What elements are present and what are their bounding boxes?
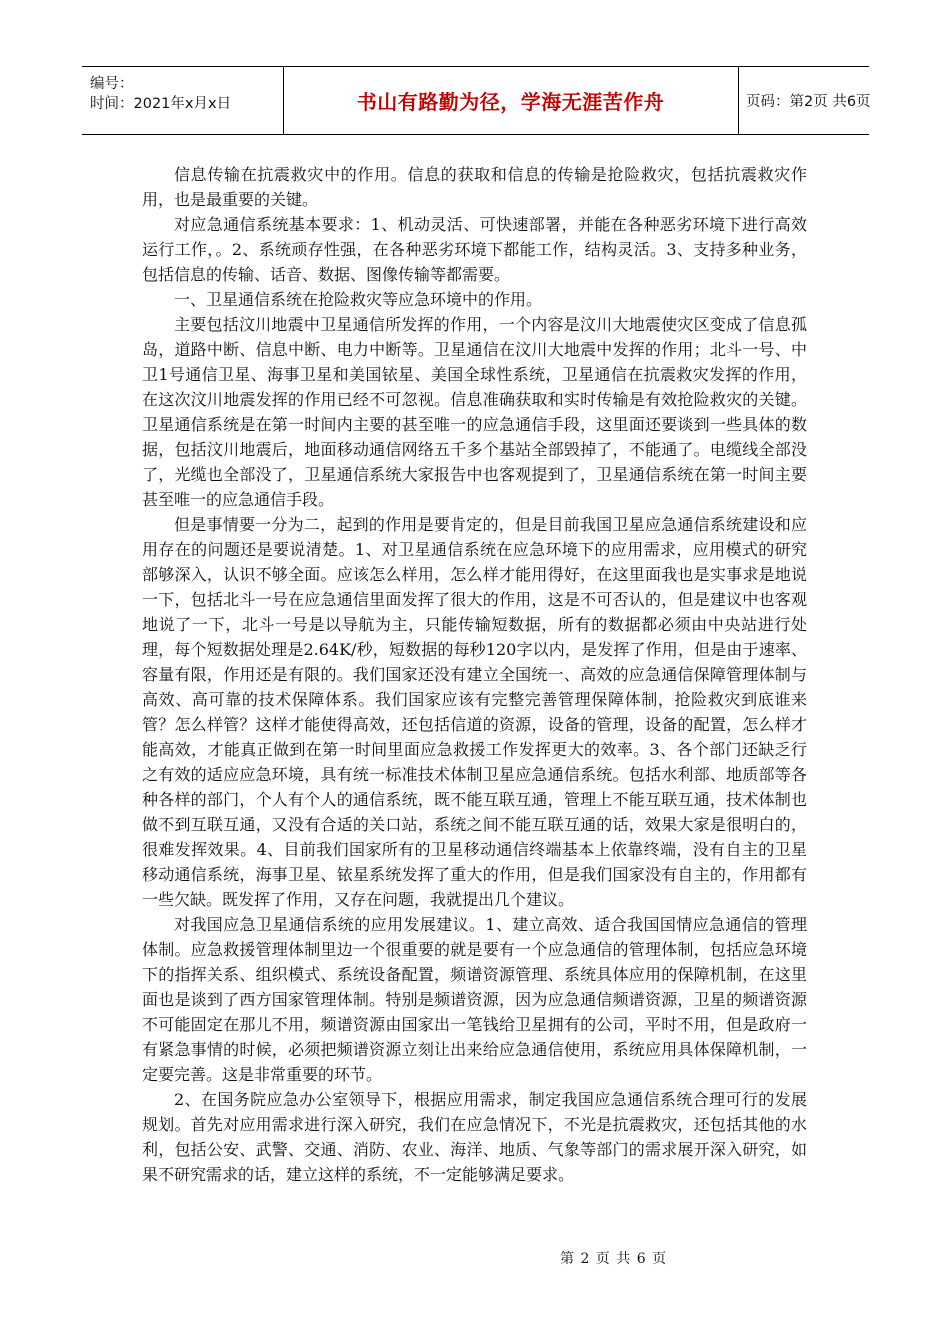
paragraph: 主要包括汶川地震中卫星通信所发挥的作用，一个内容是汶川大地震使灾区变成了信息孤岛，道路中断、信息中断、电力中断等。卫星通信在汶川大地震中发挥的作用；北斗一号、中卫1号通信卫星、海事卫星和美国铱星、美国全球性系统，卫星通信在抗震救灾发挥的作用，在这次汶川地震发挥的作用已经不可忽视。信息准确获取和实时传输是有效抢险救灾的关键。卫星通信系统是在第一时间内主要的甚至唯一的应急通信手段，这里面还要谈到一些具体的数据，包括汶川地震后，地面移动通信网络五千多个基站全部毁掉了，不能通了。电缆线全部没了，光缆也全部没了，卫星通信系统大家报告中也客观提到了，卫星通信系统在第一时间主要甚至唯一的应急通信手段。 xyxy=(142,315,807,509)
paragraph: 信息传输在抗震救灾中的作用。信息的获取和信息的传输是抢险救灾，包括抗震救灾作用，也是最重要的关键。 xyxy=(142,165,807,209)
paragraph: 对我国应急卫星通信系统的应用发展建议。1、建立高效、适合我国国情应急通信的管理体制。应急救援管理体制里边一个很重要的就是要有一个应急通信的管理体制，包括应急环境下的指挥关系、组织模式、系统设备配置，频谱资源管理、系统具体应用的保障机制，在这里面也是谈到了西方国家管理体制。特别是频谱资源，因为应急通信频谱资源，卫星的频谱资源不可能固定在那儿不用，频谱资源由国家出一笔钱给卫星拥有的公司，平时不用，但是政府一有紧急事情的时候，必须把频谱资源立刻让出来给应急通信使用，系统应用具体保障机制，一定要完善。这是非常重要的环节。 xyxy=(142,915,807,1084)
paragraph: 但是事情要一分为二，起到的作用是要肯定的，但是目前我国卫星应急通信系统建设和应用存在的问题还是要说清楚。1、对卫星通信系统在应急环境下的应用需求，应用模式的研究部够深入，认识不够全面。应该怎么样用，怎么样才能用得好，在这里面我也是实事求是地说一下，包括北斗一号在应急通信里面发挥了很大的作用，这是不可否认的，但是建议中也客观地说了一下，北斗一号是以导航为主，只能传输短数据，所有的数据都必须由中央站进行处理，每个短数据处理是2.64K/秒，短数据的每秒120字以内，是发挥了作用，但是由于速率、容量有限，作用还是有限的。我们国家还没有建立全国统一、高效的应急通信保障管理体制与高效、高可靠的技术保障体系。我们国家应该有完整完善管理保障体制，抢险救灾到底谁来管？怎么样管？这样才能使得高效，还包括信道的资源，设备的管理，设备的配置，怎么样才能高效，才能真正做到在第一时间里面应急救援工作发挥更大的效率。3、各个部门还缺乏行之有效的适应应急环境，具有统一标准技术体制卫星应急通信系统。包括水利部、地质部等各种各样的部门，个人有个人的通信系统，既不能互联互通，管理上不能互联互通，技术体制也做不到互联互通，又没有合适的关口站，系统之间不能互联互通的话，效果大家是很明白的，很难发挥效果。4、目前我们国家所有的卫星移动通信终端基本上依靠终端，没有自主的卫星移动通信系统，海事卫星、铱星系统发挥了重大的作用，但是我们国家没有自主的，作用都有一些欠缺。既发挥了作用，又存在问题，我就提出几个建议。 xyxy=(142,515,807,909)
page-footer: 第 2 页 共 6 页 xyxy=(560,1251,668,1267)
page-header xyxy=(82,66,869,135)
paragraph: 2、在国务院应急办公室领导下，根据应用需求，制定我国应急通信系统合理可行的发展规划。首先对应用需求进行深入研究，我们在应急情况下，不光是抗震救灾，还包括其他的水利，包括公安、武警、交通、消防、农业、海洋、地质、气象等部门的需求展开深入研究，如果不研究需求的话，建立这样的系统，不一定能够满足要求。 xyxy=(142,1090,807,1184)
document-body xyxy=(142,162,807,1187)
paragraph: 对应急通信系统基本要求：1、机动灵活、可快速部署，并能在各种恶劣环境下进行高效运行工作，。2、系统顽存性强，在各种恶劣环境下都能工作，结构灵活。3、支持多种业务，包括信息的传输、话音、数据、图像传输等都需要。 xyxy=(142,215,807,284)
section-heading: 一、卫星通信系统在抢险救灾等应急环境中的作用。 xyxy=(174,290,543,309)
header-page-info: 页码：第2页 共6页 xyxy=(746,94,871,110)
header-motto: 书山有路勤为径，学海无涯苦作舟 xyxy=(283,67,739,134)
header-meta-cell xyxy=(82,67,284,134)
date-line: 时间：2021年x月x日 xyxy=(90,96,232,112)
number-label: 编号： xyxy=(90,76,134,92)
